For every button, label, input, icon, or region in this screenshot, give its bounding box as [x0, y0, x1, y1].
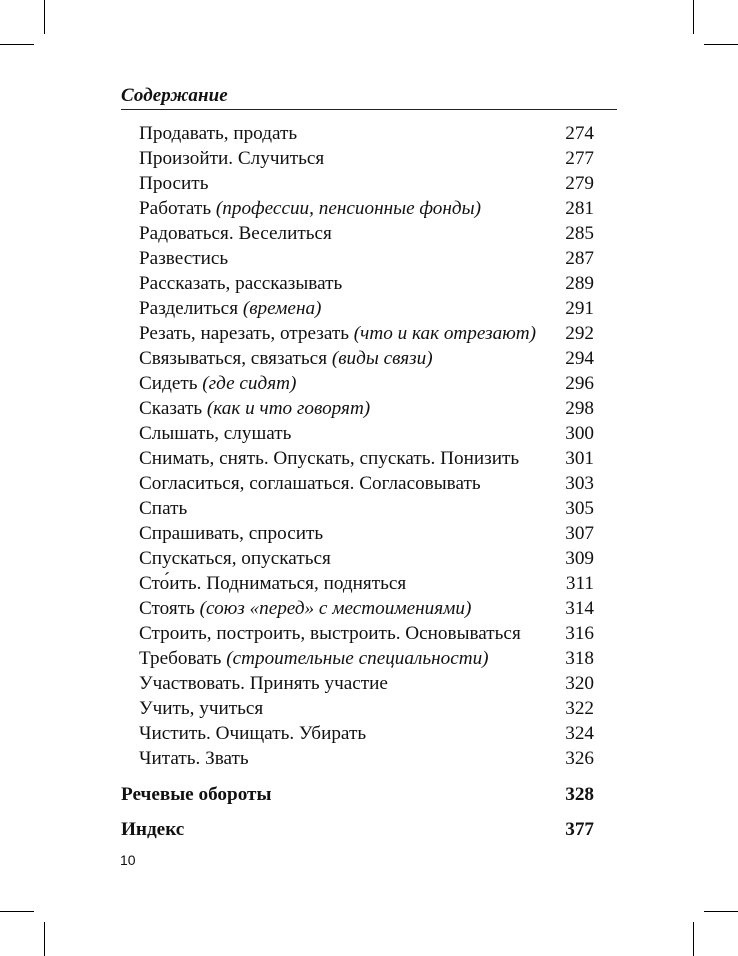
toc-entry-title: Сто́ить. Подниматься, подняться	[139, 573, 407, 594]
crop-mark-bottom-left-vertical	[44, 922, 45, 956]
toc-entry-title: Резать, нарезать, отрезать	[139, 323, 354, 344]
crop-mark-bottom-left-horizontal	[0, 911, 34, 912]
toc-entry-title-wrap	[139, 321, 565, 346]
toc-entry-title: Радоваться. Веселиться	[139, 223, 332, 244]
toc-entry	[139, 121, 594, 146]
toc-entry	[139, 446, 594, 471]
toc-entry-title-wrap	[139, 471, 565, 496]
toc-entry-title-wrap	[139, 171, 565, 196]
toc-entry-title: Учить, учиться	[139, 698, 264, 719]
toc-entry-title-wrap	[139, 246, 565, 271]
toc-entry-title-wrap	[139, 621, 565, 646]
toc-entry-page: 277	[565, 148, 594, 169]
toc-entry	[139, 621, 594, 646]
toc-entry	[139, 696, 594, 721]
toc-entry-title: Спрашивать, спросить	[139, 523, 324, 544]
toc-entry-note: (союз «перед» с местоимениями)	[199, 598, 472, 619]
toc-entry-page: 285	[565, 223, 594, 244]
toc-entry	[139, 571, 594, 596]
toc-entry-title: Согласиться, соглашаться. Согласовывать	[139, 473, 481, 494]
toc-entry-page: 287	[565, 248, 594, 269]
toc-entry-page: 305	[565, 498, 594, 519]
toc-entry-title-wrap	[139, 371, 565, 396]
toc-entry	[139, 471, 594, 496]
toc-entry-title: Слышать, слушать	[139, 423, 292, 444]
toc-entry-title-wrap	[139, 746, 565, 771]
toc-entry-note: (что и как отрезают)	[353, 323, 537, 344]
toc-entry-page: 303	[565, 473, 594, 494]
section-title: Индекс	[121, 819, 185, 840]
toc-entry-note: (строительные специальности)	[226, 648, 489, 669]
toc-entry	[139, 421, 594, 446]
toc-entry	[139, 496, 594, 521]
toc-entry-title: Снимать, снять. Опускать, спускать. Понизить	[139, 448, 520, 469]
toc-entry	[139, 171, 594, 196]
toc-entry	[139, 221, 594, 246]
toc-entry-page: 279	[565, 173, 594, 194]
toc-entry-page: 289	[565, 273, 594, 294]
toc-entry-title-wrap	[139, 221, 565, 246]
toc-entry-page: 320	[565, 673, 594, 694]
toc-entry-title-wrap	[139, 271, 565, 296]
toc-entry-page: 316	[565, 623, 594, 644]
toc-entry-page: 291	[565, 298, 594, 319]
toc-entry-title: Продавать, продать	[139, 123, 298, 144]
toc-entry	[139, 596, 594, 621]
toc-entry-page: 281	[565, 198, 594, 219]
toc-entry	[139, 271, 594, 296]
toc-entry-title-wrap	[139, 296, 565, 321]
toc-entry-title-wrap	[139, 121, 565, 146]
toc-entry-title: Развестись	[139, 248, 229, 269]
crop-mark-top-left-horizontal	[0, 44, 34, 45]
toc-entry-title-wrap	[139, 396, 565, 421]
toc-entry	[139, 371, 594, 396]
toc-entry-page: 300	[565, 423, 594, 444]
toc-entry-title-wrap	[139, 646, 565, 671]
toc-entry-title: Связываться, связаться	[139, 348, 332, 369]
toc-entry	[139, 146, 594, 171]
toc-entry-page: 296	[565, 373, 594, 394]
toc-entry-title-wrap	[139, 596, 565, 621]
toc-entry-page: 324	[565, 723, 594, 744]
toc-entry-title: Требовать	[139, 648, 227, 669]
toc-entry-page: 307	[565, 523, 594, 544]
toc-entry	[139, 521, 594, 546]
toc-entry-page: 311	[565, 573, 594, 594]
toc-entry-note: (где сидят)	[202, 373, 297, 394]
toc-entry	[139, 296, 594, 321]
page-number: 10	[120, 852, 136, 868]
toc-entry-title-wrap	[139, 721, 565, 746]
toc-entry-title-wrap	[139, 521, 565, 546]
toc-entry-page: 274	[565, 123, 594, 144]
crop-mark-bottom-right-horizontal	[704, 911, 738, 912]
toc-entry	[139, 546, 594, 571]
toc-entry-page: 314	[565, 598, 594, 619]
toc-entry-title: Работать	[139, 198, 216, 219]
toc-entry-title-wrap	[139, 446, 565, 471]
toc-entry-page: 326	[565, 748, 594, 769]
toc-entry-title: Участвовать. Принять участие	[139, 673, 388, 694]
toc-entry-note: (виды связи)	[331, 348, 433, 369]
toc-entry-title-wrap	[139, 421, 565, 446]
toc-entry-title-wrap	[139, 546, 565, 571]
toc-entry	[139, 646, 594, 671]
toc-entry-note: (времена)	[242, 298, 322, 319]
header-rule	[121, 109, 617, 110]
toc-entry-title-wrap	[139, 571, 566, 596]
toc-entry-title-wrap	[139, 671, 565, 696]
toc-entry-note: (профессии, пенсионные фонды)	[215, 198, 481, 219]
crop-mark-top-right-vertical	[693, 0, 694, 34]
section-page: 328	[565, 784, 594, 805]
section-page: 377	[565, 819, 594, 840]
toc-entry-title: Читать. Звать	[139, 748, 249, 769]
running-head: Содержание	[121, 85, 228, 106]
toc-entry-title: Спать	[139, 498, 188, 519]
crop-mark-top-left-vertical	[44, 0, 45, 34]
section-title: Речевые обороты	[121, 784, 272, 805]
toc-entry	[139, 671, 594, 696]
toc-entry-title: Спускаться, опускаться	[139, 548, 331, 569]
toc-entry-title: Сказать	[139, 398, 207, 419]
toc-section-index	[121, 817, 594, 842]
toc-entry-page: 318	[565, 648, 594, 669]
toc-entry-title: Сидеть	[139, 373, 203, 394]
toc-entry-title: Произойти. Случиться	[139, 148, 325, 169]
toc-list	[139, 121, 594, 771]
toc-entry-page: 298	[565, 398, 594, 419]
toc-entry-title: Просить	[139, 173, 209, 194]
toc-entry	[139, 246, 594, 271]
toc-entry-title: Строить, построить, выстроить. Основываться	[139, 623, 521, 644]
toc-entry-title-wrap	[139, 496, 565, 521]
toc-entry-title: Разделиться	[139, 298, 243, 319]
toc-entry	[139, 321, 594, 346]
toc-entry-title-wrap	[139, 196, 565, 221]
toc-entry	[139, 396, 594, 421]
toc-entry	[139, 196, 594, 221]
toc-entry-page: 292	[565, 323, 594, 344]
crop-mark-top-right-horizontal	[704, 44, 738, 45]
toc-entry-page: 294	[565, 348, 594, 369]
toc-section-speech-turns	[121, 782, 594, 807]
toc-entry-title-wrap	[139, 346, 565, 371]
toc-entry-note: (как и что говорят)	[206, 398, 371, 419]
crop-mark-bottom-right-vertical	[693, 922, 694, 956]
toc-entry-title-wrap	[139, 146, 565, 171]
toc-entry-page: 301	[565, 448, 594, 469]
toc-entry-page: 322	[565, 698, 594, 719]
toc-entry	[139, 746, 594, 771]
toc-entry-title-wrap	[139, 696, 565, 721]
toc-entry-title: Стоять	[139, 598, 200, 619]
toc-entry	[139, 721, 594, 746]
toc-entry-page: 309	[565, 548, 594, 569]
toc-entry-title: Рассказать, рассказывать	[139, 273, 343, 294]
toc-entry-title: Чистить. Очищать. Убирать	[139, 723, 367, 744]
toc-entry	[139, 346, 594, 371]
